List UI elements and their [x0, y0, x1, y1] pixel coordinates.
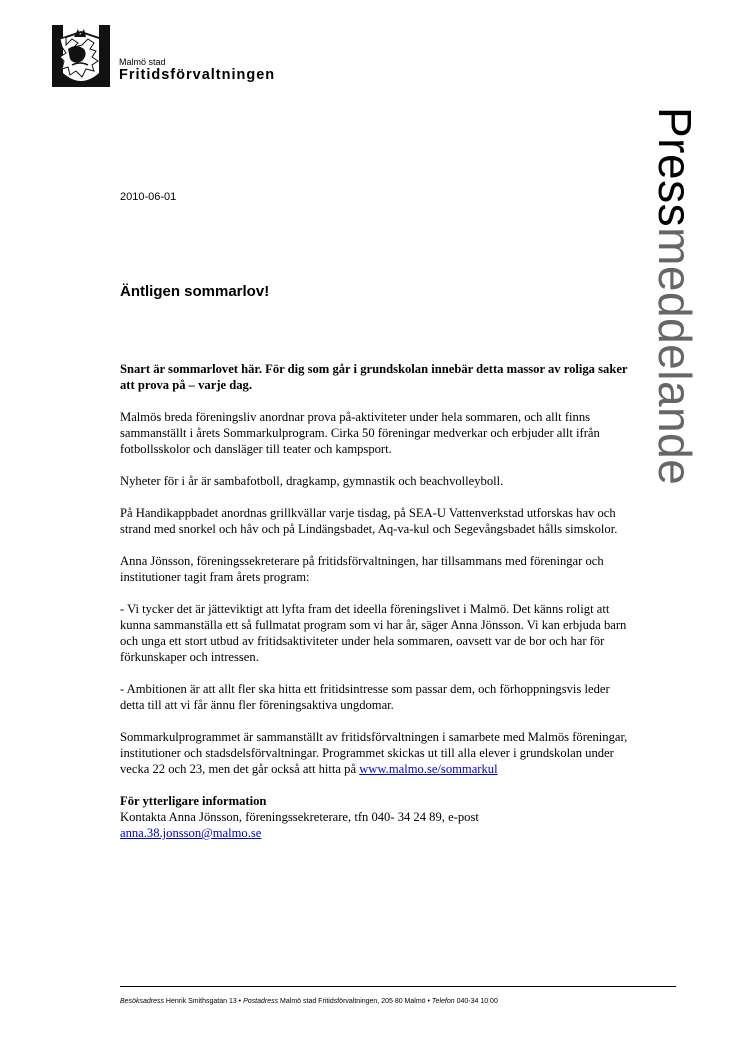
contact-text: Kontakta Anna Jönsson, föreningssekreterare, tfn 040- 34 24 89, e-post: [120, 810, 479, 824]
contact-section: [120, 793, 630, 841]
footer-visit-label: Besöksadress: [120, 998, 164, 1005]
headline: Äntligen sommarlov!: [120, 283, 270, 300]
footer-divider: [120, 986, 676, 987]
paragraph-3: På Handikappbadet anordnas grillkvällar varje tisdag, på SEA-U Vattenverkstad utforskas hav och strand med snorkel och håv och på Lindängsbadet, Aq-va-kul och Segevångsbadet hålls simskolor.: [120, 506, 618, 536]
city-name: Malmö stad: [119, 57, 166, 67]
paragraph-7: [120, 729, 630, 777]
pressmeddelande-vertical-label: [649, 107, 701, 486]
lead-paragraph: Snart är sommarlovet här. För dig som går i grundskolan innebär detta massor av roliga saker att prova på – varje dag.: [120, 362, 628, 392]
paragraph-5-quote: - Vi tycker det är jätteviktigt att lyfta fram det ideella föreningslivet i Malmö. Det känns roligt att kunna sammanställa ett så fullmatat program som vi har år, säger Anna Jönsson. Vi kan erbjuda barn och unga ett stort utbud av fritidsaktiviteter under hela sommaren, oavsett var de bor och har för förkunskaper och intressen.: [120, 602, 627, 664]
contact-email-link[interactable]: anna.38.jonsson@malmo.se: [120, 826, 262, 840]
paragraph-7-text: Sommarkulprogrammet är sammanställt av fritidsförvaltningen i samarbete med Malmös föreningar, institutioner och stadsdelsförvaltningar. Programmet skickas ut till alla elever i grundskolan under vecka 22 och 23, men det går också att hitta på: [120, 730, 628, 776]
paragraph-1: Malmös breda föreningsliv anordnar prova på-aktiviteter under hela sommaren, och allt finns sammanställt i årets Sommarkulprogram. Cirka 50 föreningar medverkar och erbjuder allt ifrån fotbollsskolor och dansläger till teater och kampsport.: [120, 410, 600, 456]
vertical-label-part-press: Press: [649, 107, 701, 228]
press-release-date: 2010-06-01: [120, 191, 177, 203]
footer-address: [120, 998, 498, 1005]
footer-post-value: Malmö stad Fritidsförvaltningen, 205 80 Malmö: [278, 998, 428, 1005]
press-release-body: [120, 361, 630, 841]
footer-separator: •: [427, 998, 430, 1005]
footer-phone-value: 040-34 10 00: [454, 998, 498, 1005]
organization-block: [119, 57, 275, 84]
department-name: Fritidsförvaltningen: [119, 67, 276, 83]
paragraph-2: Nyheter för i år är sambafotboll, dragkamp, gymnastik och beachvolleyboll.: [120, 474, 504, 488]
malmo-coat-of-arms-logo: [52, 25, 110, 87]
footer-separator: •: [238, 998, 242, 1005]
paragraph-4: Anna Jönsson, föreningssekreterare på fritidsförvaltningen, har tillsammans med föreningar och institutioner tagit fram årets program:: [120, 554, 604, 584]
sommarkul-link[interactable]: www.malmo.se/sommarkul: [359, 762, 498, 776]
paragraph-6-quote: - Ambitionen är att allt fler ska hitta ett fritidsintresse som passar dem, och förhoppningsvis leder detta till att vi får ännu fler föreningsaktiva ungdomar.: [120, 682, 610, 712]
footer-visit-value: Henrik Smithsgatan 13: [163, 998, 239, 1005]
footer-post-label: Postadress: [243, 998, 279, 1005]
vertical-label-part-meddelande: meddelande: [649, 227, 701, 486]
footer-phone-label: Telefon: [431, 998, 455, 1005]
contact-heading: För ytterligare information: [120, 794, 267, 808]
